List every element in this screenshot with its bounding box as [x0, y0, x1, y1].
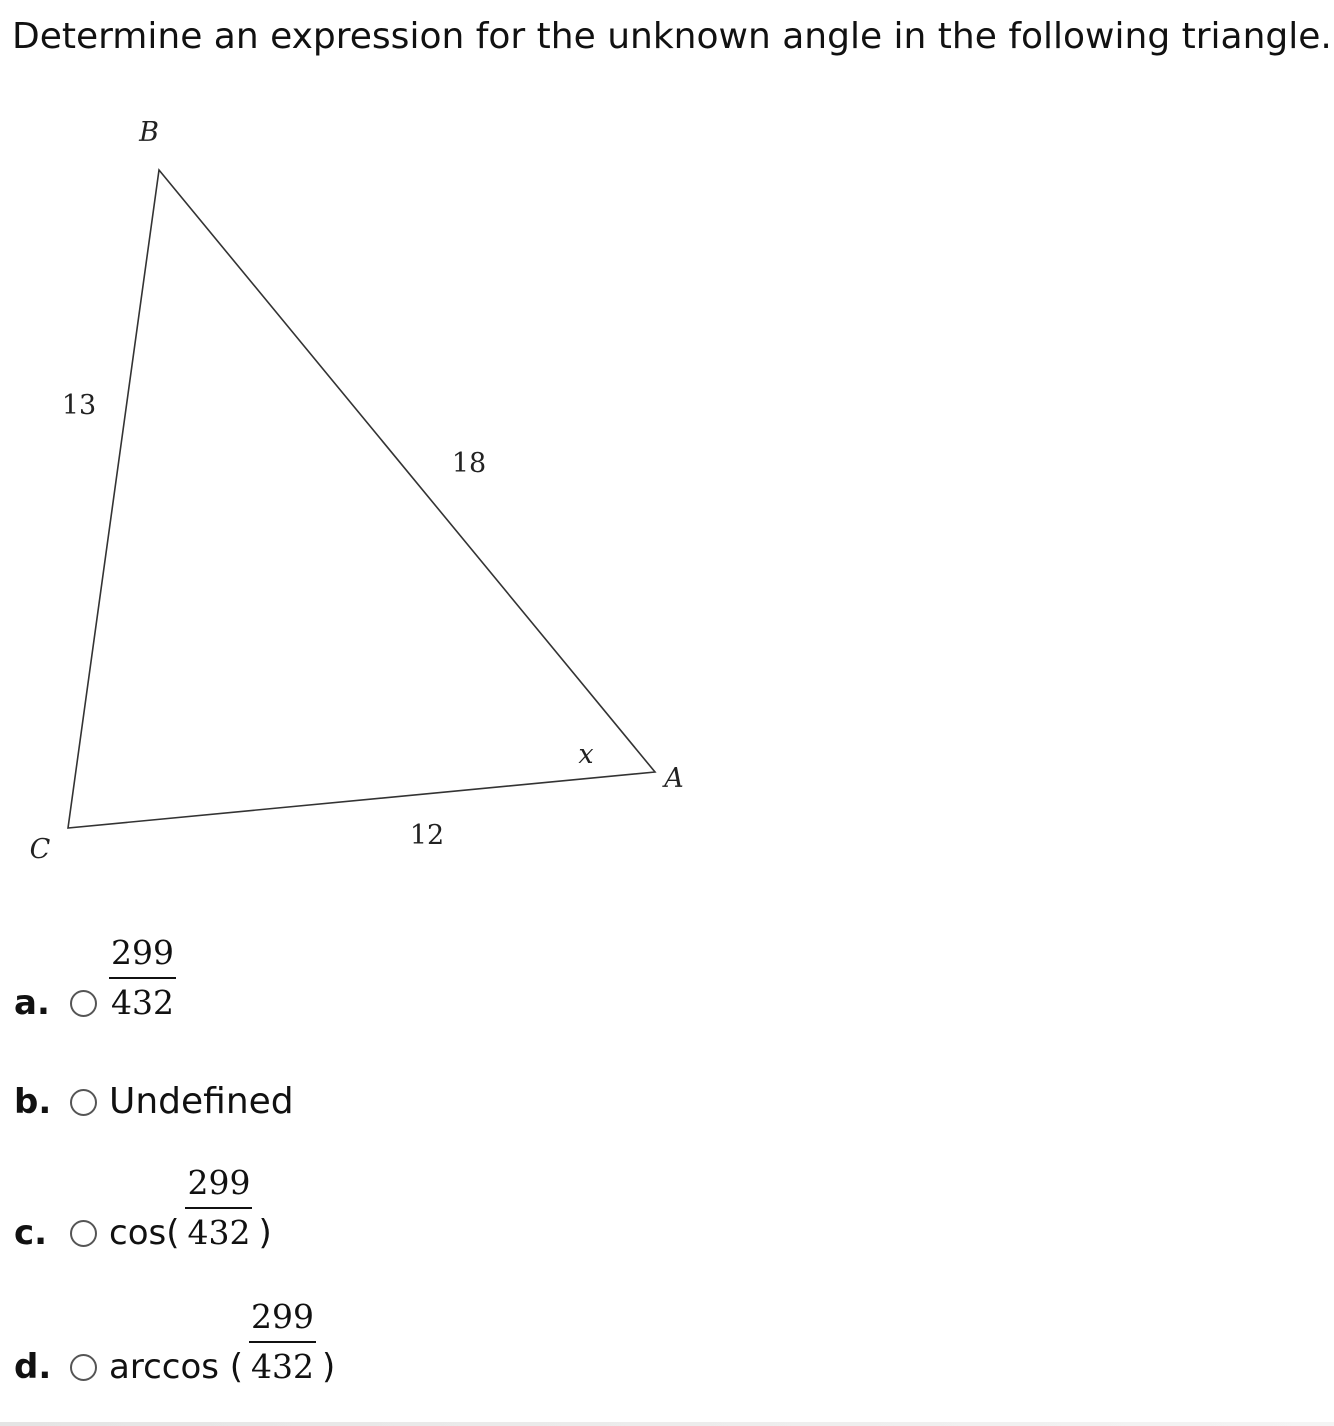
fraction — [185, 1163, 252, 1253]
side-label-bc: 13 — [61, 390, 97, 421]
triangle-figure — [0, 90, 720, 880]
function-suffix: ) — [322, 1347, 336, 1387]
radio-button-d[interactable] — [70, 1354, 97, 1381]
answer-option-d[interactable] — [14, 1297, 335, 1387]
question-text: Determine an expression for the unknown angle in the following triangle. — [12, 16, 1332, 57]
vertex-label-b: B — [139, 117, 159, 148]
function-prefix: arccos ( — [109, 1347, 244, 1387]
angle-label-x: x — [578, 739, 594, 770]
function-prefix: cos( — [109, 1213, 180, 1253]
side-label-ca: 12 — [409, 820, 445, 851]
fraction-numerator: 299 — [185, 1163, 252, 1209]
option-letter: b. — [14, 1082, 52, 1122]
bottom-divider — [0, 1422, 1334, 1426]
option-letter: c. — [14, 1213, 48, 1253]
radio-button-c[interactable] — [70, 1220, 97, 1247]
vertex-label-a: A — [664, 763, 684, 794]
fraction-numerator: 299 — [109, 933, 176, 979]
option-text: Undefined — [109, 1081, 294, 1122]
answer-option-a[interactable] — [14, 933, 182, 1023]
fraction-denominator: 432 — [111, 983, 174, 1022]
fraction — [109, 933, 176, 1023]
side-label-ab: 18 — [451, 448, 487, 479]
fraction — [249, 1297, 316, 1387]
function-suffix: ) — [258, 1213, 272, 1253]
answer-option-b[interactable] — [14, 1082, 294, 1122]
radio-button-b[interactable] — [70, 1089, 97, 1116]
option-letter: d. — [14, 1347, 52, 1387]
answer-option-c[interactable] — [14, 1163, 272, 1253]
fraction-denominator: 432 — [251, 1347, 315, 1386]
triangle-shape — [68, 170, 655, 828]
vertex-label-c: C — [29, 834, 51, 865]
fraction-numerator: 299 — [249, 1297, 316, 1343]
option-letter: a. — [14, 983, 50, 1023]
fraction-denominator: 432 — [187, 1213, 251, 1252]
radio-button-a[interactable] — [70, 990, 97, 1017]
